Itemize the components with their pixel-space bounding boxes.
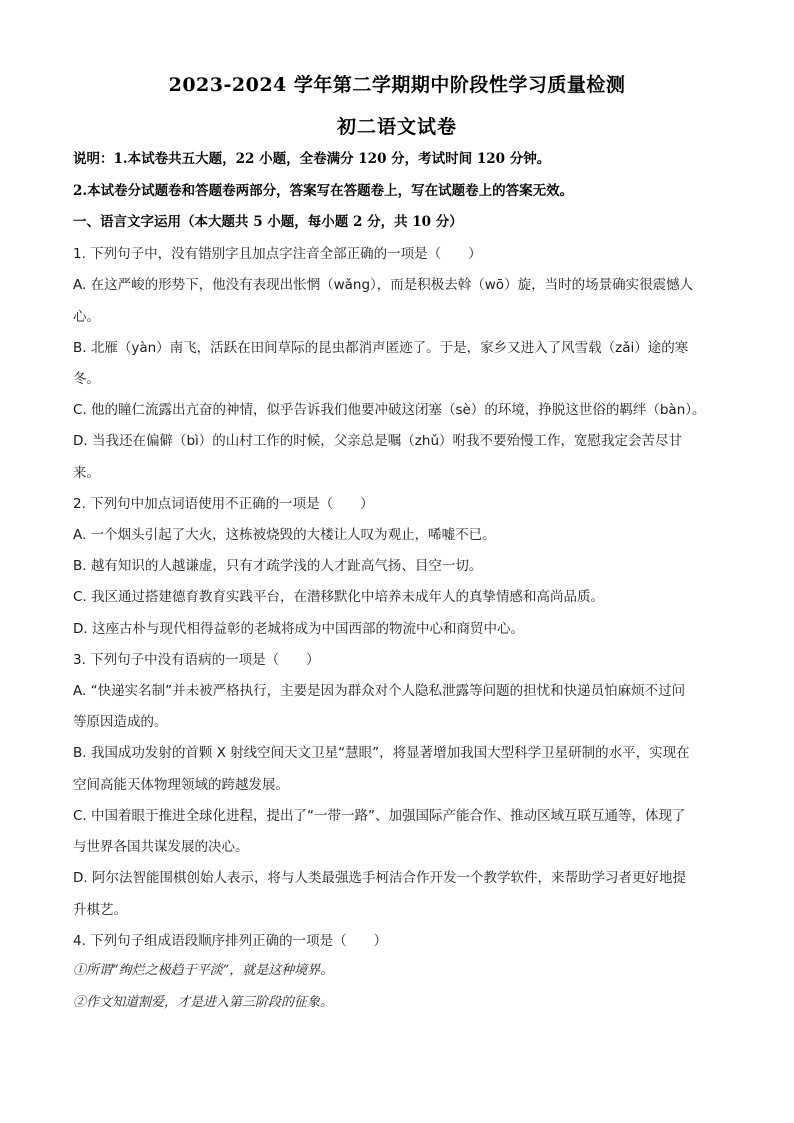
question-1-option-d-cont: 来。 (73, 465, 100, 481)
question-1-option-c: C. 他的瞳仁流露出亢奋的神情，似乎告诉我们他要冲破这闭塞（sè）的环境，挣脱这世俗的羁绊（bàn）。 (73, 402, 706, 418)
exam-subtitle: 初二语文试卷 (336, 116, 457, 138)
question-1-option-b-cont: 冬。 (73, 371, 100, 387)
instructions-line-2: 2.本试卷分试题卷和答题卷两部分，答案写在答题卷上，写在试题卷上的答案无效。 (73, 183, 574, 199)
question-3-stem: 3. 下列句子中没有语病的一项是（ ） (73, 652, 320, 668)
question-2-option-d: D. 这座古朴与现代相得益彰的老城将成为中国西部的物流中心和商贸中心。 (73, 621, 524, 637)
question-4-sentence-2: ②作文知道割爱，才是进入第三阶段的征象。 (73, 995, 334, 1010)
section-1-heading: 一、语言文字运用（本大题共 5 小题，每小题 2 分，共 10 分） (73, 214, 463, 230)
question-3-option-b-cont: 空间高能天体物理领域的跨越发展。 (73, 777, 289, 793)
question-3-option-d-cont: 升棋艺。 (73, 902, 127, 918)
question-1-stem: 1. 下列句子中，没有错别字且加点字注音全部正确的一项是（ ） (73, 246, 482, 262)
question-1-option-b: B. 北雁（yàn）南飞，活跃在田间草际的昆虫都消声匿迹了。于是，家乡又进入了风雪载（zǎi）途的寒 (73, 340, 689, 356)
question-2-option-c: C. 我区通过搭建德育教育实践平台，在潜移默化中培养未成年人的真挚情感和高尚品质。 (73, 589, 605, 605)
question-4-stem: 4. 下列句子组成语段顺序排列正确的一项是（ ） (73, 933, 388, 949)
question-1-option-a-cont: 心。 (73, 309, 100, 325)
question-3-option-c-cont: 与世界各国共谋发展的决心。 (73, 839, 249, 855)
question-3-option-b: B. 我国成功发射的首颗 X 射线空间天文卫星“慧眼”，将显著增加我国大型科学卫星研制的水平，实现在 (73, 745, 690, 761)
question-2-option-a: A. 一个烟头引起了大火，这栋被烧毁的大楼让人叹为观止，唏嘘不已。 (73, 527, 496, 543)
exam-title: 2023-2024 学年第二学期期中阶段性学习质量检测 (168, 74, 626, 96)
question-2-option-b: B. 越有知识的人越谦虚，只有才疏学浅的人才趾高气扬、目空一切。 (73, 558, 483, 574)
question-4-sentence-1: ①所谓“绚烂之极趋于平淡”，就是这种境界。 (73, 963, 334, 978)
question-3-option-a: A. “快递实名制”并未被严格执行，主要是因为群众对个人隐私泄露等问题的担忧和快递员怕麻烦不过问 (73, 683, 686, 699)
question-1-option-d: D. 当我还在偏僻（bì）的山村工作的时候，父亲总是嘱（zhǔ）咐我不要殆慢工作，宽慰我定会苦尽甘 (73, 433, 682, 449)
question-3-option-c: C. 中国着眼于推进全球化进程，提出了“一带一路”、加强国际产能合作、推动区域互联互通等，体现了 (73, 808, 686, 824)
instructions-line-1: 说明：1.本试卷共五大题，22 小题，全卷满分 120 分，考试时间 120 分钟。 (73, 151, 551, 167)
question-2-stem: 2. 下列句中加点词语使用不正确的一项是（ ） (73, 496, 374, 512)
question-3-option-a-cont: 等原因造成的。 (73, 714, 168, 730)
question-3-option-d: D. 阿尔法智能围棋创始人表示，将与人类最强选手柯洁合作开发一个教学软件，来帮助学习者更好地提 (73, 870, 686, 886)
question-1-option-a: A. 在这严峻的形势下，他没有表现出怅惘（wǎng），而是积极去斡（wō）旋，当时的场景确实很震憾人 (73, 277, 694, 293)
